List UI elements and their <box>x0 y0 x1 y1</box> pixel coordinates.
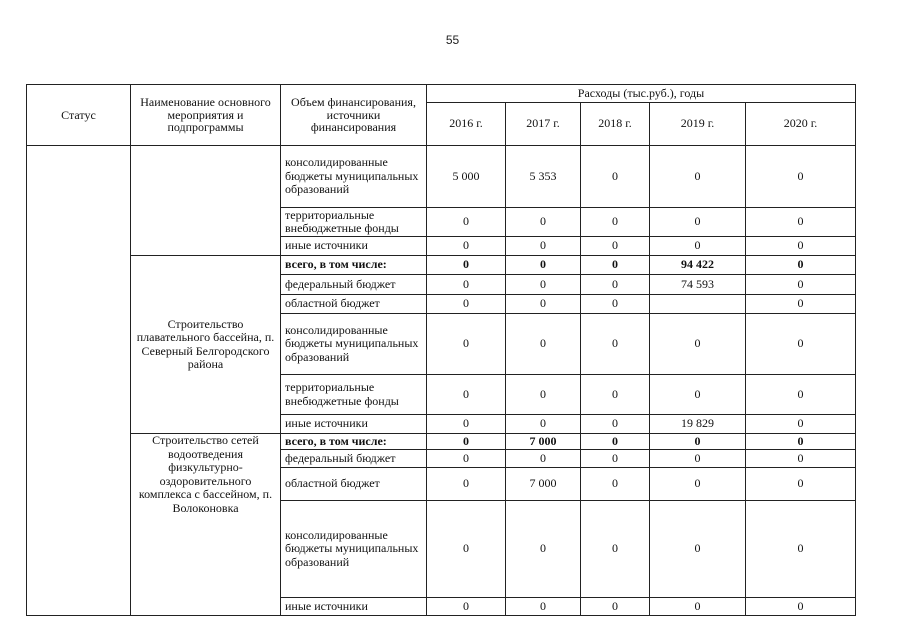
value-cell: 0 <box>746 256 856 275</box>
value-cell: 0 <box>427 375 506 415</box>
value-cell: 0 <box>581 275 650 295</box>
table-row <box>27 146 856 208</box>
value-cell: 0 <box>650 375 746 415</box>
value-cell: 0 <box>427 314 506 375</box>
value-cell: 0 <box>650 450 746 468</box>
status-cell <box>27 146 131 616</box>
value-cell: 74 593 <box>650 275 746 295</box>
value-cell: 0 <box>746 275 856 295</box>
source-cell: иные источники <box>281 415 427 434</box>
group-name: Строительство сетей водоотведения физкультурно-оздоровительного комплекса с бассейном, п. Волоконовка <box>131 434 281 616</box>
value-cell: 0 <box>506 415 581 434</box>
value-cell <box>650 295 746 314</box>
value-cell: 0 <box>746 450 856 468</box>
value-cell: 0 <box>506 295 581 314</box>
source-cell: территориальные внебюджетные фонды <box>281 375 427 415</box>
value-cell: 0 <box>581 208 650 237</box>
value-cell: 0 <box>506 256 581 275</box>
value-cell: 0 <box>650 208 746 237</box>
group-name: Строительство плавательного бассейна, п. Северный Белгородского района <box>131 256 281 434</box>
value-cell: 0 <box>650 314 746 375</box>
header-expenses: Расходы (тыс.руб.), годы <box>427 85 856 103</box>
header-year-2017: 2017 г. <box>506 103 581 146</box>
value-cell: 7 000 <box>506 434 581 450</box>
value-cell: 0 <box>746 501 856 598</box>
value-cell: 0 <box>581 256 650 275</box>
value-cell: 0 <box>581 295 650 314</box>
value-cell: 0 <box>581 415 650 434</box>
value-cell: 0 <box>427 237 506 256</box>
value-cell: 0 <box>581 314 650 375</box>
value-cell: 0 <box>581 468 650 501</box>
value-cell: 0 <box>427 450 506 468</box>
value-cell: 0 <box>746 208 856 237</box>
value-cell: 0 <box>746 237 856 256</box>
header-volume: Объем финансирования, источники финансирования <box>281 85 427 146</box>
value-cell: 0 <box>581 450 650 468</box>
value-cell: 0 <box>746 468 856 501</box>
value-cell: 0 <box>581 598 650 616</box>
source-cell: иные источники <box>281 598 427 616</box>
source-cell: иные источники <box>281 237 427 256</box>
value-cell: 0 <box>427 415 506 434</box>
value-cell: 0 <box>427 275 506 295</box>
source-cell: территориальные внебюджетные фонды <box>281 208 427 237</box>
value-cell: 0 <box>506 501 581 598</box>
value-cell: 0 <box>650 501 746 598</box>
value-cell: 0 <box>427 468 506 501</box>
value-cell: 0 <box>746 434 856 450</box>
value-cell: 7 000 <box>506 468 581 501</box>
value-cell: 0 <box>506 314 581 375</box>
value-cell: 0 <box>506 375 581 415</box>
value-cell: 0 <box>581 501 650 598</box>
value-cell: 0 <box>650 237 746 256</box>
value-cell: 0 <box>650 468 746 501</box>
value-cell: 0 <box>746 314 856 375</box>
source-cell: федеральный бюджет <box>281 275 427 295</box>
source-cell: всего, в том числе: <box>281 256 427 275</box>
value-cell: 0 <box>650 146 746 208</box>
source-cell: областной бюджет <box>281 295 427 314</box>
value-cell: 0 <box>506 208 581 237</box>
value-cell: 19 829 <box>650 415 746 434</box>
value-cell: 0 <box>427 598 506 616</box>
source-cell: консолидированные бюджеты муниципальных образований <box>281 314 427 375</box>
value-cell: 0 <box>506 450 581 468</box>
value-cell: 0 <box>427 434 506 450</box>
group-name <box>131 146 281 256</box>
value-cell: 0 <box>650 598 746 616</box>
table-row <box>27 256 856 275</box>
value-cell: 0 <box>427 256 506 275</box>
value-cell: 0 <box>746 415 856 434</box>
header-status: Статус <box>27 85 131 146</box>
value-cell: 0 <box>427 208 506 237</box>
header-year-2016: 2016 г. <box>427 103 506 146</box>
value-cell: 0 <box>427 295 506 314</box>
value-cell: 0 <box>746 146 856 208</box>
budget-table <box>26 84 856 616</box>
value-cell: 0 <box>581 237 650 256</box>
value-cell: 0 <box>581 434 650 450</box>
source-cell: консолидированные бюджеты муниципальных образований <box>281 146 427 208</box>
value-cell: 0 <box>506 237 581 256</box>
source-cell: консолидированные бюджеты муниципальных образований <box>281 501 427 598</box>
value-cell: 0 <box>581 375 650 415</box>
value-cell: 0 <box>650 434 746 450</box>
header-name: Наименование основного мероприятия и подпрограммы <box>131 85 281 146</box>
value-cell: 5 000 <box>427 146 506 208</box>
page-number: 55 <box>445 33 460 47</box>
header-year-2018: 2018 г. <box>581 103 650 146</box>
header-year-2019: 2019 г. <box>650 103 746 146</box>
value-cell: 94 422 <box>650 256 746 275</box>
value-cell: 0 <box>506 598 581 616</box>
source-cell: областной бюджет <box>281 468 427 501</box>
header-year-2020: 2020 г. <box>746 103 856 146</box>
value-cell: 0 <box>581 146 650 208</box>
table-row <box>27 434 856 450</box>
source-cell: федеральный бюджет <box>281 450 427 468</box>
value-cell: 0 <box>506 275 581 295</box>
value-cell: 0 <box>746 295 856 314</box>
source-cell: всего, в том числе: <box>281 434 427 450</box>
value-cell: 5 353 <box>506 146 581 208</box>
value-cell: 0 <box>746 375 856 415</box>
value-cell: 0 <box>746 598 856 616</box>
value-cell: 0 <box>427 501 506 598</box>
